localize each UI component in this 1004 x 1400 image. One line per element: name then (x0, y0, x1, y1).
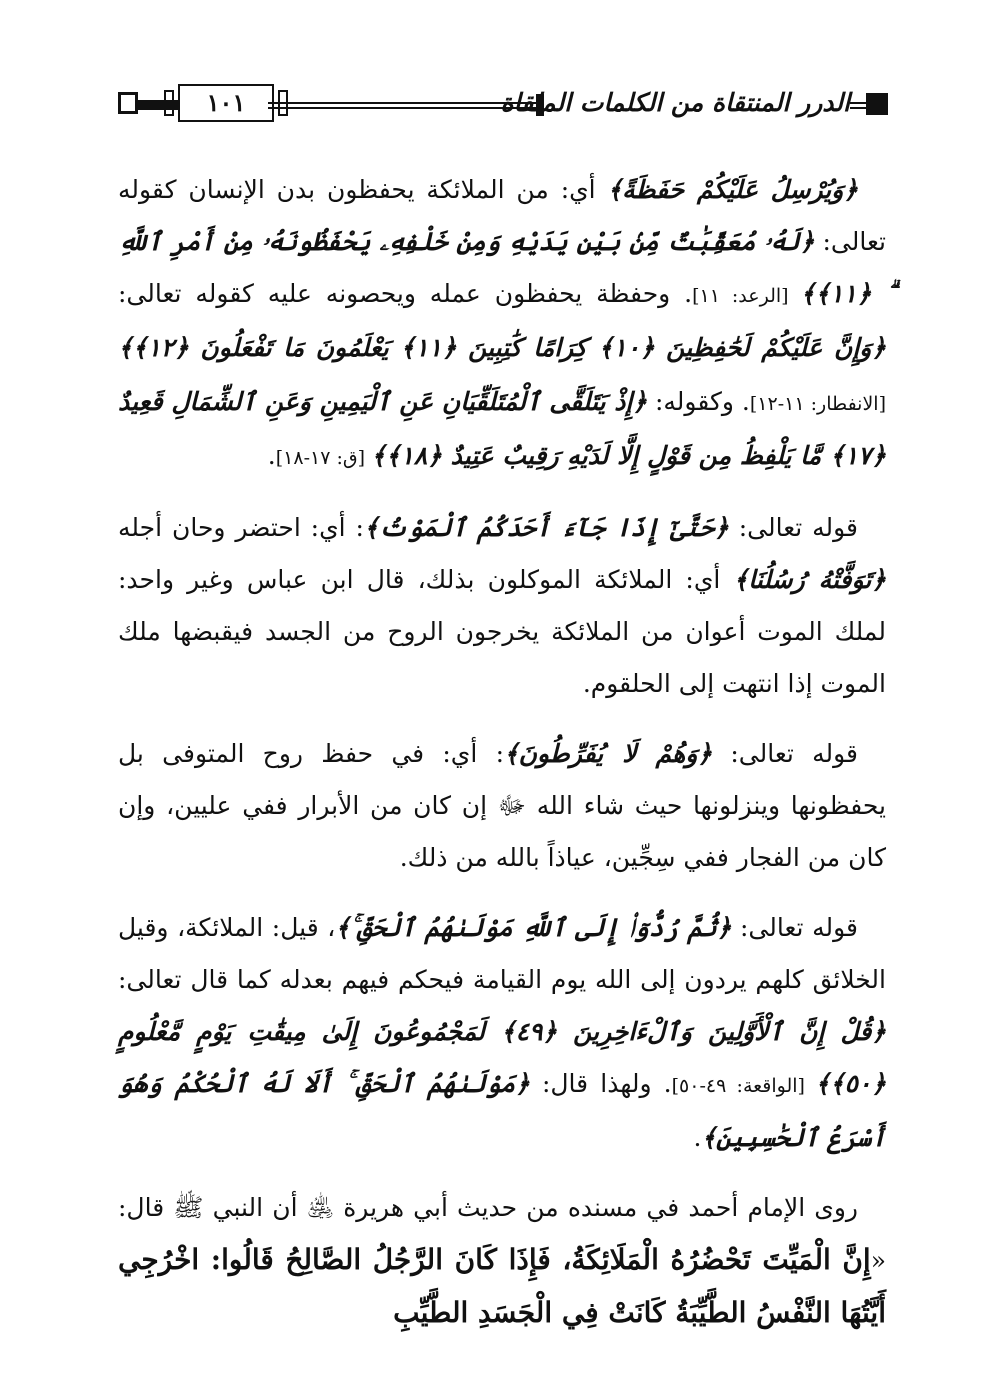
quran-verse: ﴿إِذْ يَتَلَقَّى ٱلْمُتَلَقِّيَانِ عَنِ ٱلْيَمِينِ وَعَنِ ٱلشِّمَالِ قَعِيدٌ ﴿١٧﴾ مَّا يَلْفِظُ مِن قَوْلٍ إِلَّا لَدَيْهِ رَقِيبٌ عَتِيدٌ ﴿١٨﴾﴾ (118, 387, 886, 470)
page-number: ١٠١ (178, 84, 274, 122)
body-sentence: قوله تعالى: (712, 739, 858, 768)
paragraph (118, 728, 886, 884)
quran-verse: ﴿مَوْلَىٰهُمُ ٱلْحَقِّ ۚ أَلَا لَهُ ٱلْحُكْمُ وَهُوَ أَسْرَعُ ٱلْحَٰسِبِينَ﴾ (118, 1069, 886, 1152)
body-sentence: . (267, 441, 276, 470)
verse-reference: [الانفطار: ١١-١٢] (749, 393, 886, 415)
body-sentence: : أي: احتضر وحان أجله (118, 513, 364, 542)
header-ornament-right (866, 93, 888, 115)
body-text (118, 164, 886, 1340)
verse-reference: [الواقعة: ٤٩-٥٠] (671, 1075, 816, 1097)
body-sentence: قوله تعالى: (731, 913, 858, 942)
body-sentence: . ولهذا قال: (529, 1069, 672, 1098)
book-title: الدرر المنتقاة من الكلمات الملقاة (500, 88, 850, 117)
hadith-text: إِنَّ الْمَيِّتَ تَحْضُرُهُ الْمَلَائِكَةُ، فَإِذَا كَانَ الرَّجُلُ الصَّالِحُ قَالُوا: اخْرُجِي أَيَّتُهَا النَّفْسُ الطَّيِّبَةُ كَانَتْ فِي الْجَسَدِ الطَّيِّبِ (118, 1243, 886, 1329)
quran-verse: ﴿تَوَفَّتْهُ رُسُلُنَا﴾ (733, 565, 886, 594)
body-sentence: : أي: في حفظ روح المتوفى بل يحفظونها وينزلونها حيث شاء الله ﷻ إن كان من الأبرار ففي عليين، وإن كان من الفجار ففي سِجِّين، عياذاً بالله من ذلك. (118, 739, 886, 872)
body-sentence: قوله تعالى: (728, 513, 858, 542)
body-sentence: . (693, 1123, 702, 1152)
paragraph (118, 502, 886, 710)
header-ornament-left (118, 92, 138, 114)
paragraph (118, 902, 886, 1164)
quran-verse: ﴿حَتَّىٰٓ إِذَا جَآءَ أَحَدَكُمُ ٱلْمَوْتُ﴾ (363, 513, 729, 542)
paragraph (118, 1182, 886, 1340)
quran-verse: ﴿وَهُمْ لَا يُفَرِّطُونَ﴾ (504, 739, 713, 768)
quran-verse: ﴿وَإِنَّ عَلَيْكُمْ لَحَٰفِظِينَ ﴿١٠﴾ كِرَامًا كَٰتِبِينَ ﴿١١﴾ يَعْلَمُونَ مَا تَفْعَلُونَ ﴿١٢﴾﴾ (118, 333, 887, 362)
body-sentence: . وحفظة يحفظون عمله ويحصونه عليه كقوله تعالى: (118, 279, 693, 308)
body-sentence: أي: من الملائكة يحفظون بدن الإنسان كقوله تعالى: (118, 175, 886, 256)
header-double-rule (268, 102, 536, 109)
quran-verse: ﴿لَهُۥ مُعَقِّبَٰتٌ مِّنۢ بَيْنِ يَدَيْهِ وَمِنْ خَلْفِهِۦ يَحْفَظُونَهُۥ مِنْ أَمْرِ ٱللَّهِ ۗ ﴿١١﴾﴾ (118, 227, 886, 308)
quran-verse: ﴿وَيُرْسِلُ عَلَيْكُمْ حَفَظَةً﴾ (607, 175, 858, 204)
verse-reference: [الرعد: ١١] (692, 285, 801, 307)
quran-verse: ﴿ثُمَّ رُدُّوٓا۟ إِلَى ٱللَّهِ مَوْلَىٰهُمُ ٱلْحَقِّ ۚ﴾ (335, 913, 732, 942)
verse-reference: [ق: ١٧-١٨] (275, 447, 372, 469)
body-sentence: ، قيل: الملائكة، وقيل الخلائق كلهم يردون إلى الله يوم القيامة فيحكم فيهم بعدله كما قال تعالى: (118, 913, 886, 994)
body-sentence: روى الإمام أحمد في مسنده من حديث أبي هريرة ﵁ أن النبي ﷺ قال: « (118, 1193, 886, 1275)
page-header (118, 80, 886, 130)
body-sentence: . وكقوله: (647, 387, 750, 416)
paragraph (118, 164, 886, 484)
quran-verse: ﴿قُلْ إِنَّ ٱلْأَوَّلِينَ وَٱلْءَاخِرِينَ ﴿٤٩﴾ لَمَجْمُوعُونَ إِلَىٰ مِيقَٰتِ يَوْمٍ مَّعْلُومٍ ﴿٥٠﴾﴾ (118, 1017, 887, 1098)
body-sentence: أي: الملائكة الموكلون بذلك، قال ابن عباس وغير واحد: لملك الموت أعوان من الملائكة يخرجون الروح من الجسد فيقبضها ملك الموت إذا انتهت إلى الحلقوم. (118, 565, 886, 698)
